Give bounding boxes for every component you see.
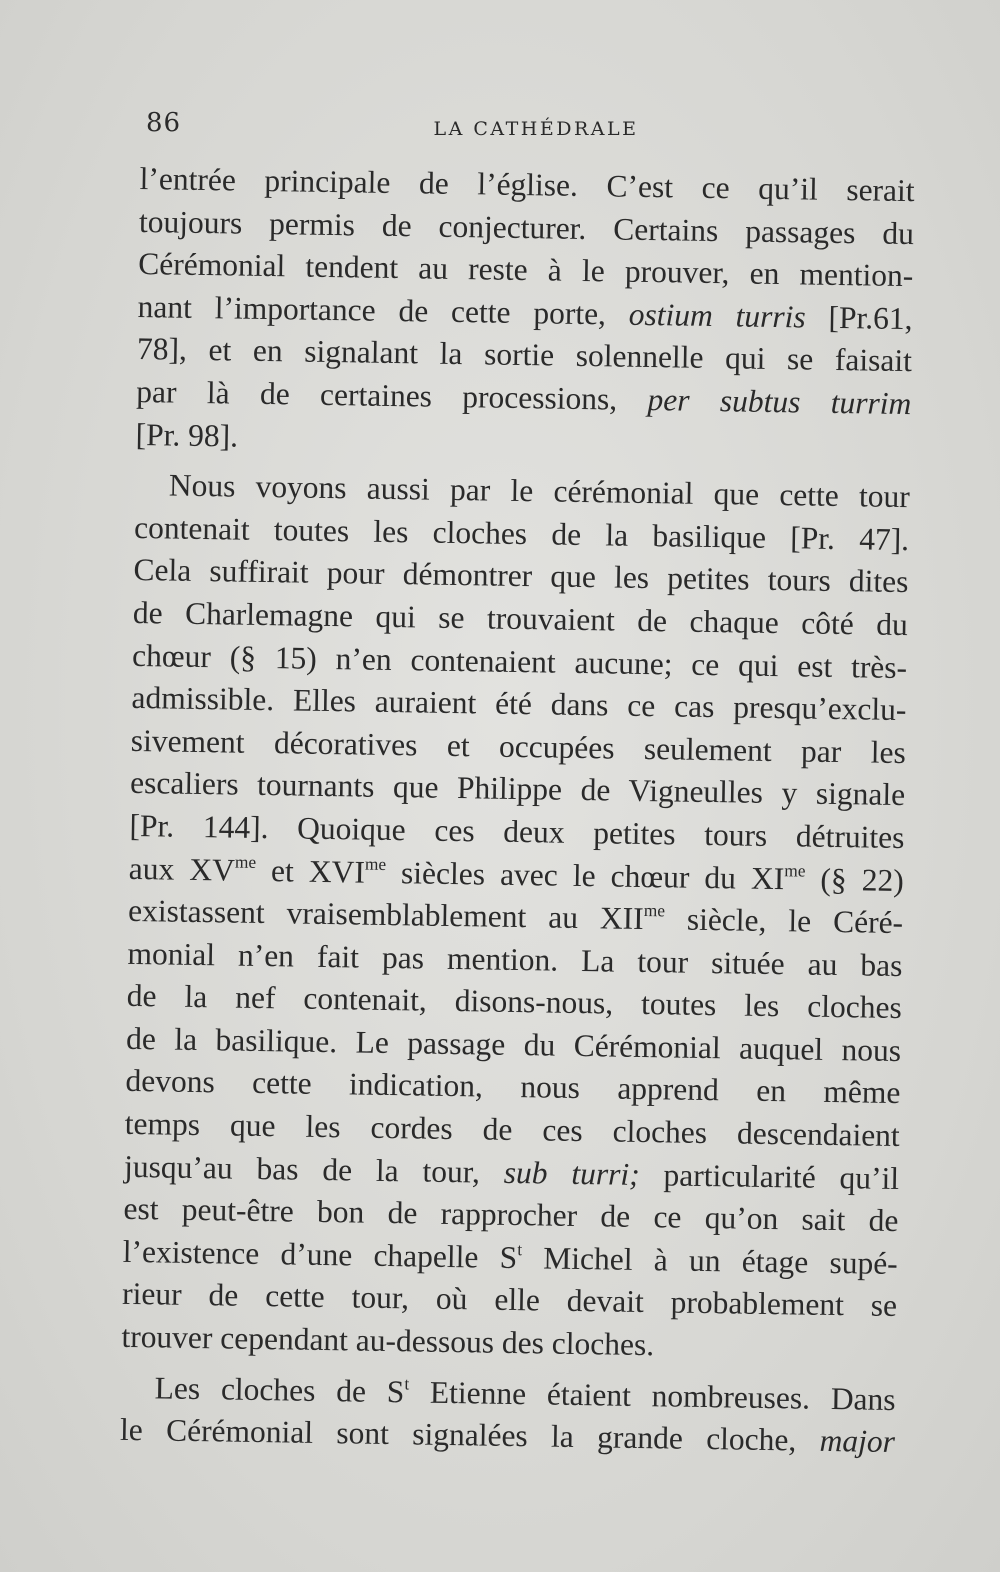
text-run: [Pr. 144]. Quoique ces deux petites tours détruites (129, 807, 905, 855)
text-run: l’existence d’une chapelle S (122, 1233, 518, 1275)
page-number: 86 (146, 108, 182, 138)
superscript: me (784, 860, 806, 881)
text-run: 78], et en signalant la sortie solennelle qui se faisait (136, 331, 913, 379)
text-run: existassent vraisemblablement au XII (127, 893, 644, 937)
text-run: [Pr. 98]. (135, 416, 239, 454)
text-run: Cela suffirait pour démontrer que les petites tours dites (133, 552, 909, 600)
text-run: le Cérémonial sont signalées la grande cloche, (119, 1412, 820, 1459)
text-run: de la nef contenait, disons-nous, toutes les cloches (126, 978, 903, 1026)
text-run: (§ 22) (805, 861, 905, 898)
text-run: nant l’importance de cette porte, (137, 288, 630, 332)
text-run: et XVI (255, 852, 366, 890)
text-run: est peut-être bon de rapprocher de ce qu’on sait de (123, 1191, 899, 1239)
text-run: Etienne étaient nombreuses. Dans (408, 1374, 896, 1417)
superscript: t (404, 1373, 410, 1394)
text-run: par là de certaines processions, (136, 373, 648, 417)
text-run: rieur de cette tour, où elle devait probablement se (121, 1276, 898, 1324)
page-header (146, 108, 926, 148)
italic-phrase: per subtus turrim (647, 381, 912, 422)
text-run: Les cloches de S (154, 1370, 405, 1409)
superscript: me (364, 854, 387, 874)
superscript: me (643, 901, 666, 921)
body-text (120, 158, 915, 1464)
text-run: temps que les cordes de ces cloches descendaient (124, 1105, 901, 1154)
running-title: LA CATHÉDRALE (433, 118, 639, 140)
text-run: l’entrée principale de l’église. C’est ce qu’il serait (139, 160, 915, 209)
text-run: siècle, le Céré- (664, 901, 904, 941)
italic-phrase: ostium turris (628, 296, 806, 335)
text-run: devons cette indication, nous apprend en même (125, 1063, 901, 1111)
superscript: t (517, 1239, 523, 1259)
italic-phrase: major (819, 1423, 896, 1460)
text-run: sivement décoratives et occupées seulement par les (130, 722, 907, 770)
text-run: Nous voyons aussi par le cérémonial que cette tour (168, 467, 911, 515)
text-run: jusqu’au bas de la tour, (123, 1148, 505, 1190)
text-run: contenait toutes les cloches de la basilique [Pr. 47]. (133, 509, 910, 557)
italic-phrase: sub turri; (503, 1154, 640, 1192)
superscript: me (234, 852, 257, 872)
text-run: de la basilique. Le passage du Cérémonial auquel nous (125, 1020, 902, 1068)
text-run: Michel à un étage supé- (521, 1239, 898, 1281)
text-run: trouver cependant au-dessous des cloches. (121, 1318, 655, 1363)
text-run: toujours permis de conjecturer. Certains passages du (138, 203, 915, 251)
text-run: admissible. Elles auraient été dans ce cas presqu’exclu- (131, 680, 907, 728)
text-run: chœur (§ 15) n’en contenaient aucune; ce qui est très- (131, 637, 908, 685)
text-run: monial n’en fait pas mention. La tour située au bas (127, 935, 903, 983)
text-run: [Pr.61, (805, 299, 913, 336)
text-run: Cérémonial tendent au reste à le prouver, en mention- (138, 246, 914, 294)
text-run: de Charlemagne qui se trouvaient de chaque côté du (132, 594, 909, 643)
text-run: aux XV (128, 850, 236, 888)
text-run: escaliers tournants que Philippe de Vigneulles y signale (129, 765, 906, 813)
text-run: siècles avec le chœur du XI (385, 854, 785, 896)
text-run: particularité qu’il (639, 1156, 900, 1196)
